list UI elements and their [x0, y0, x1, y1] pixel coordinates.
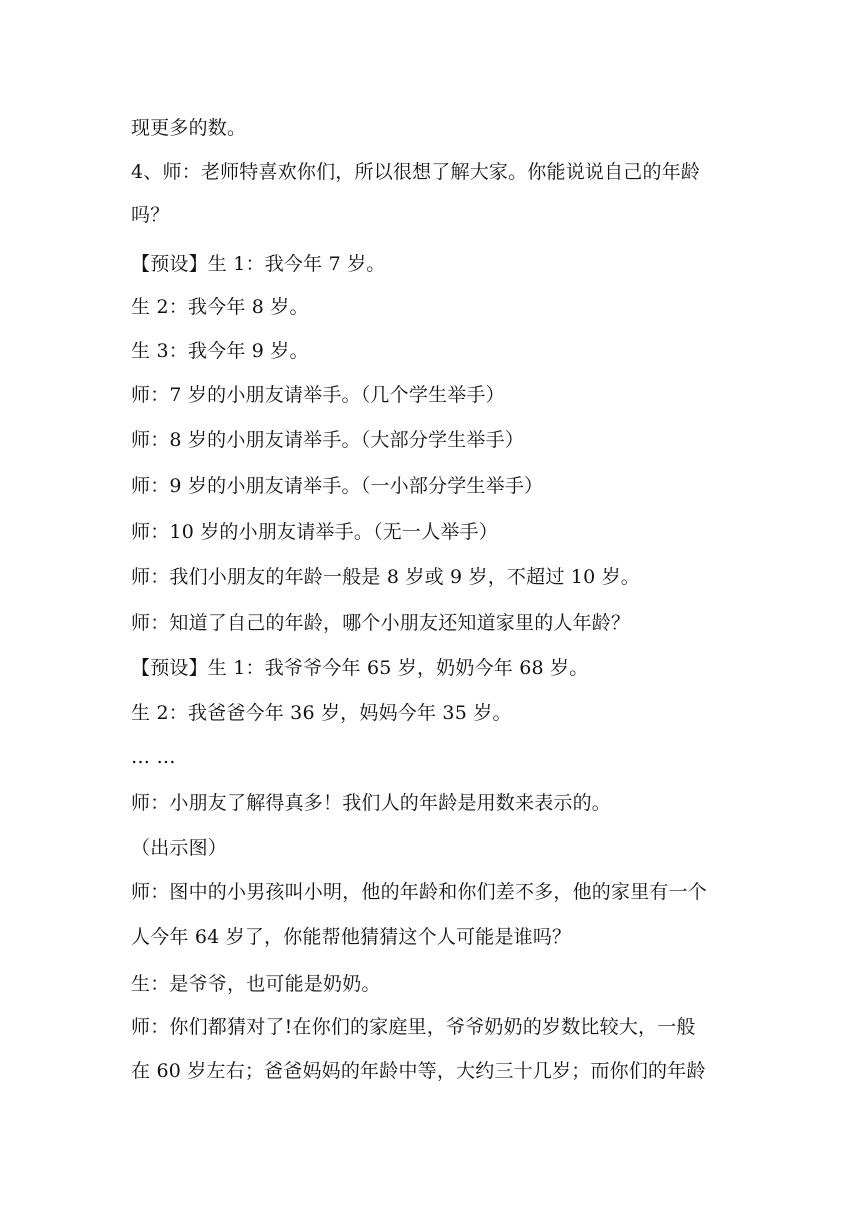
text-line: （出示图） — [131, 837, 228, 859]
text-line: 师：9 岁的小朋友请举手。（一小部分学生举手） — [131, 475, 544, 497]
text-line: 4、师：老师特喜欢你们，所以很想了解大家。你能说说自己的年龄 — [131, 161, 701, 183]
text-line: 吗？ — [131, 204, 170, 226]
text-line: 人今年 64 岁了，你能帮他猜猜这个人可能是谁吗？ — [131, 926, 572, 948]
text-line: 师：图中的小男孩叫小明，他的年龄和你们差不多，他的家里有一个 — [131, 881, 708, 903]
text-line: 师：10 岁的小朋友请举手。（无一人举手） — [131, 521, 498, 543]
text-line: … … — [131, 746, 176, 768]
text-line: 生 3：我今年 9 岁。 — [131, 340, 309, 362]
text-line: 现更多的数。 — [131, 117, 247, 139]
text-line: 师：你们都猜对了!在你们的家庭里，爷爷奶奶的岁数比较大，一般 — [131, 1016, 696, 1038]
text-line: 师：7 岁的小朋友请举手。（几个学生举手） — [131, 384, 505, 406]
text-line: 师：8 岁的小朋友请举手。（大部分学生举手） — [131, 429, 525, 451]
text-line: 师：知道了自己的年龄，哪个小朋友还知道家里的人年龄？ — [131, 612, 631, 634]
text-line: 生：是爷爷，也可能是奶奶。 — [131, 973, 381, 995]
text-line: 师：小朋友了解得真多！我们人的年龄是用数来表示的。 — [131, 792, 612, 814]
text-line: 【预设】生 1：我爷爷今年 65 岁，奶奶今年 68 岁。 — [131, 657, 589, 679]
text-line: 师：我们小朋友的年龄一般是 8 岁或 9 岁，不超过 10 岁。 — [131, 566, 640, 588]
text-line: 【预设】生 1：我今年 7 岁。 — [131, 253, 386, 275]
text-line: 生 2：我爸爸今年 36 岁，妈妈今年 35 岁。 — [131, 702, 512, 724]
text-line: 生 2：我今年 8 岁。 — [131, 296, 309, 318]
text-line: 在 60 岁左右；爸爸妈妈的年龄中等，大约三十几岁；而你们的年龄 — [131, 1060, 706, 1082]
